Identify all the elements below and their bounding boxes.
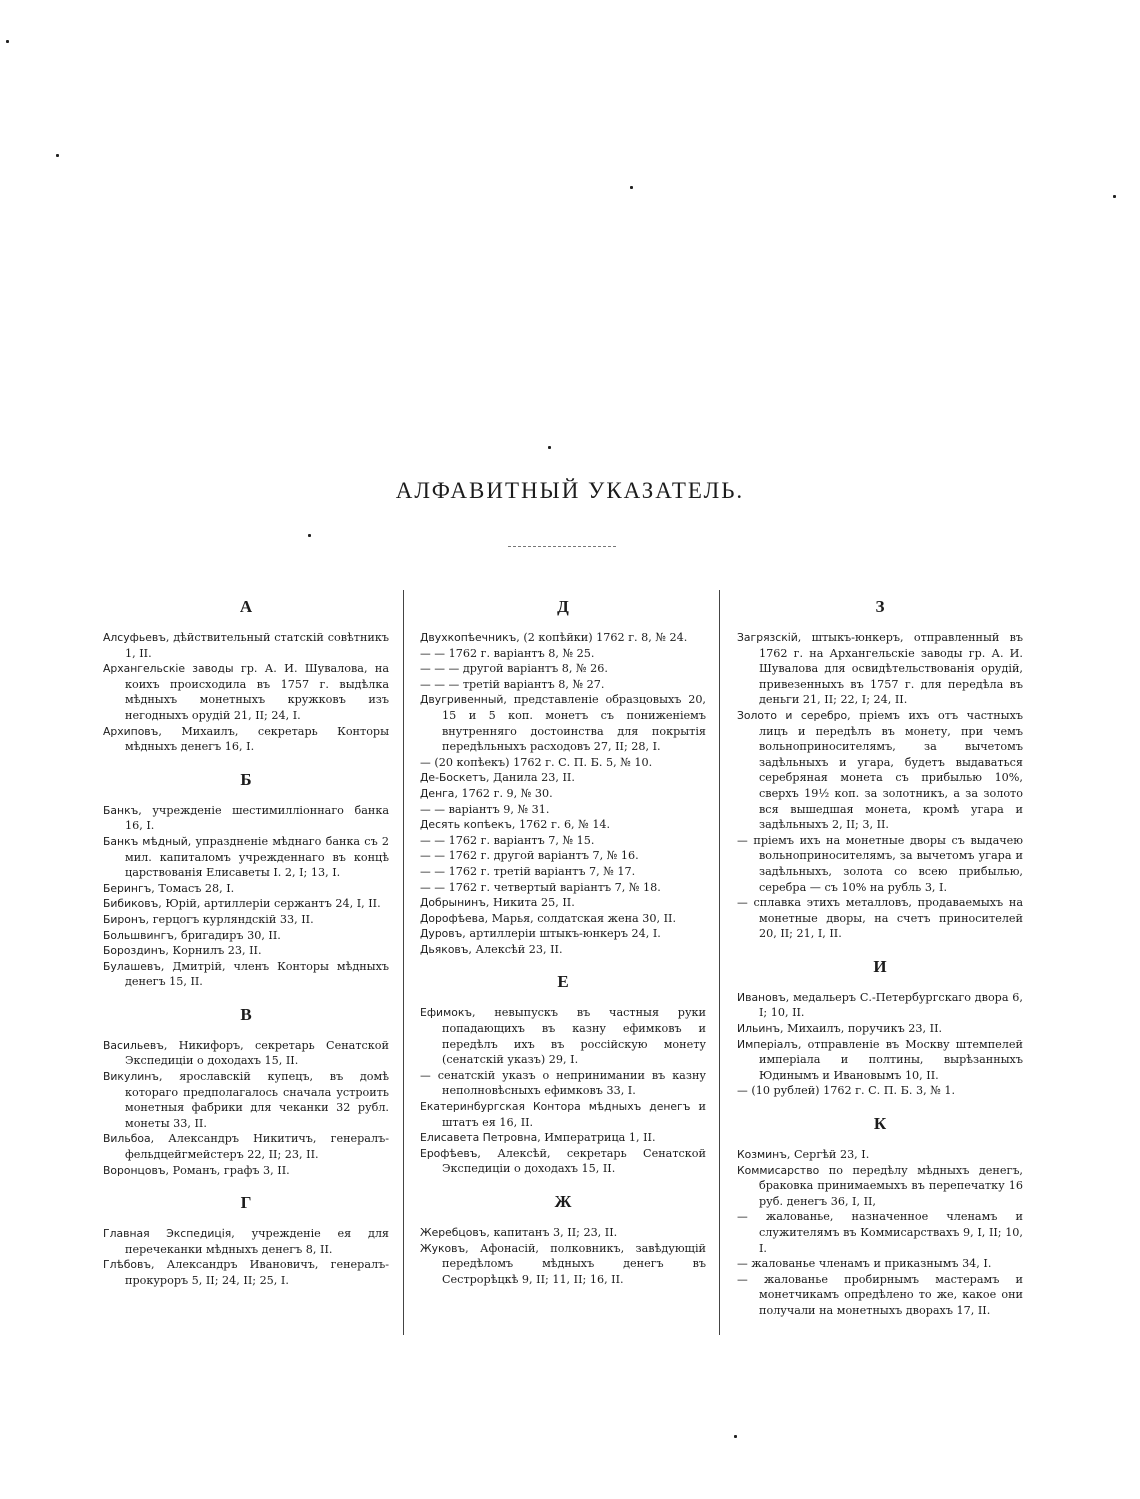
section-letter: Ж [554,1192,572,1211]
index-entry [420,895,706,911]
title-ornament-rule [508,546,616,547]
index-entry [103,1226,389,1257]
index-entry [737,708,1023,833]
entry-headword: — — [420,646,446,660]
entry-headword: Ефимокъ [420,1006,472,1020]
entry-headword: Алсуфьевъ [103,631,166,644]
entry-headword: Архиповъ [103,724,159,738]
section-spacer [103,990,389,1004]
index-entry [737,1021,1023,1037]
entry-text: пріемъ ихъ на монетные дворы съ выдачею вольноприносителямъ, за вычетомъ угара и задѣльныхъ, золота со всею прибылью, серебра — съ 10% на рубль 3, I. [747,833,1023,894]
index-entry [103,834,389,881]
entry-text: , 1762 г. 9, № 30. [454,786,553,800]
entry-text: 1762 г. другой варіантъ 7, № 16. [445,849,639,863]
entry-headword: Васильевъ [103,1038,164,1052]
section-spacer [103,1178,389,1192]
entry-headword: Воронцовъ [103,1163,166,1177]
index-entry [103,928,389,944]
entry-headword: Козминъ [737,1148,787,1162]
entry-text: , Александръ Никитичъ, генералъ-фельдцейгмейстеръ 22, II; 23, II. [125,1132,389,1162]
index-entry [103,724,389,755]
index-entry [103,1257,389,1288]
entry-headword: — [420,755,431,769]
entry-text: , Афонасій, полковникъ, завѣдующій передѣломъ мѣдныхъ денегъ въ Сестрорѣцкѣ 9, II; 11, II; 16, II. [442,1241,706,1286]
index-entry [420,864,706,880]
column-divider [403,590,404,1335]
index-entry [737,1256,1023,1272]
entry-headword: Банкъ [103,803,139,817]
entry-text: , ярославскій купецъ, въ домѣ котораго предполагалось сначала устроить монетныя фабрики для чеканки 32 рубл. монеты 33, II. [125,1070,389,1130]
entry-text: , Романъ, графъ 3, II. [165,1163,290,1177]
index-entry [420,911,706,927]
entry-headword: Коммисарство [737,1163,820,1177]
entry-headword: Жуковъ [420,1241,466,1255]
scan-speck [630,186,633,189]
entry-text: , Сергѣй 23, I. [786,1148,870,1162]
index-entry [420,1241,706,1288]
index-entry [420,833,706,849]
entry-headword: — [737,833,748,847]
index-entry [103,959,389,990]
index-entry [737,630,1023,708]
index-entry [420,880,706,896]
index-entry [420,1068,706,1099]
entry-text: , Александръ Ивановичъ, генералъ-прокуроръ 5, II; 24, II; 25, I. [125,1258,389,1287]
index-entry [103,1163,389,1179]
entry-headword: Де-Боскетъ [420,771,487,785]
index-entry [103,912,389,928]
entry-text: (20 копѣекъ) 1762 г. С. П. Б. 5, № 10. [430,755,653,769]
entry-text: , бригадиръ 30, II. [173,928,281,942]
index-entry [420,802,706,818]
entry-text: , Никифоръ, секретарь Сенатской Экспедиціи о доходахъ 15, II. [125,1038,389,1068]
entry-headword: — — [420,880,446,894]
scan-speck [6,40,9,43]
index-entry [420,1099,706,1130]
index-entry [420,646,706,662]
entry-headword: Архангельскіе заводы [103,662,234,676]
entry-headword: — [737,1210,748,1224]
entry-text: 1762 г. четвертый варіантъ 7, № 18. [445,880,661,894]
index-entry [103,661,389,723]
index-entry [420,692,706,754]
column-divider [719,590,720,1335]
entry-text: , Никита 25, II. [485,896,575,910]
scan-speck [548,446,551,449]
section-spacer [737,1099,1023,1113]
entry-headword: Золото и серебро [737,708,848,722]
entry-headword: Двухкопѣечникъ [420,631,517,644]
section-spacer [103,755,389,769]
index-entry [420,755,706,771]
entry-headword: Викулинъ [103,1070,159,1084]
section-letter: К [873,1114,887,1134]
entry-headword: Бибиковъ [103,897,159,911]
entry-text: жалованье пробирнымъ мастерамъ и монетчикамъ опредѣлено то же, какое они получали на монетныхъ дворахъ 17, II. [747,1272,1023,1317]
entry-headword: Загрязскій [737,631,798,644]
entry-headword: — [737,1257,748,1271]
entry-text: варіантъ 9, № 31. [445,802,550,816]
scan-speck [734,1435,737,1438]
index-entry [737,1272,1023,1319]
entry-headword: Берингъ [103,881,152,895]
entry-text: сенатскій указъ о непринимании въ казну неполновѣсныхъ ефимковъ 33, I. [430,1068,706,1098]
entry-headword: — — [420,802,446,816]
section-letter: Б [240,769,252,789]
index-entry [420,848,706,864]
entry-text: , представленіе образцовыхъ 20, 15 и 5 коп. монетъ съ пониженіемъ внутренняго достоинства для покрытія передѣльныхъ расходовъ 27, II; 28, I. [442,693,706,754]
index-entry [103,881,389,897]
section-letter: И [873,956,887,976]
index-entry [420,942,706,958]
entry-text: , Марья, солдатская жена 30, II. [484,911,677,925]
entry-headword: Биронъ [103,912,146,926]
index-entry [103,803,389,834]
entry-headword: — — [420,864,446,878]
entry-headword: Ильинъ [737,1022,781,1036]
entry-headword: — — [420,849,446,863]
index-entry [420,677,706,693]
entry-headword: — [737,1272,748,1286]
entry-text: третій варіантъ 8, № 27. [459,677,605,691]
entry-text: , пріемъ ихъ отъ частныхъ лицъ и передѣлъ въ монету, при чемъ вольноприносителямъ, за вычетомъ задѣльныхъ и угара, будетъ выдаваться серебряная монета съ прибылью 10%, сверхъ 19½ коп. за золотникъ, а за золото вся вышедшая монета, кромѣ угара и задѣльныхъ 2, II; 3, II. [759,708,1023,832]
index-entry [103,1038,389,1069]
index-entry [103,896,389,912]
section-spacer [737,942,1023,956]
entry-text: , Томасъ 28, I. [151,881,235,895]
index-entry [420,817,706,833]
index-entry [737,1037,1023,1084]
entry-headword: Дьяковъ [420,942,469,956]
entry-text: , артиллеріи штыкъ-юнкеръ 24, I. [462,927,661,941]
entry-text: 1762 г. варіантъ 8, № 25. [445,646,595,660]
entry-headword: Денга [420,786,455,800]
entry-headword: Жеребцовъ [420,1226,487,1239]
entry-text: , Алексѣй 23, II. [468,942,563,956]
entry-text: (10 рублей) 1762 г. С. П. Б. 3, № 1. [747,1084,956,1098]
entry-text: , медальеръ С.-Петербургскаго двора 6, I; 10, II. [759,990,1023,1020]
entry-headword: Главная Экспедиція [103,1227,232,1241]
index-entry [103,1131,389,1162]
entry-headword: Имперіалъ [737,1037,798,1051]
entry-text: , штыкъ-юнкеръ, отправленный въ 1762 г. на Архангельскіе заводы гр. А. И. Шувалова для освидѣтельствованія орудій, привезенныхъ въ 1757 г. для передѣла въ деньги 21, II; 22, I; 24, II. [759,631,1023,707]
entry-text: , отправленіе въ Москву штемпелей имперіала и полтины, вырѣзанныхъ Юдинымъ и Ивановымъ 10, II. [759,1037,1023,1082]
section-letter: А [239,597,253,616]
index-entry [420,1146,706,1177]
entry-headword: Ивановъ [737,990,786,1004]
index-entry [737,1209,1023,1256]
entry-text: , герцогъ курляндскій 33, II. [145,912,314,926]
entry-text: , (2 копѣйки) 1762 г. 8, № 24. [516,631,688,644]
index-entry [737,895,1023,942]
entry-text: другой варіантъ 8, № 26. [459,662,608,676]
page-title: АЛФАВИТНЫЙ УКАЗАТЕЛЬ. [395,478,745,503]
entry-headword: Большвингъ [103,928,174,942]
index-entry [420,1005,706,1067]
entry-headword: — — [420,833,446,847]
index-column-2 [420,596,706,1287]
index-entry [737,1147,1023,1163]
index-entry [103,630,389,661]
entry-headword: Дуровъ [420,927,463,941]
entry-headword: Бороздинъ [103,944,166,958]
entry-headword: — — — [420,677,460,691]
entry-text: , Данила 23, II. [486,771,575,785]
index-entry [420,661,706,677]
entry-text: , учрежденіе ея для перечеканки мѣдныхъ денегъ 8, II. [125,1227,389,1256]
entry-text: по передѣлу мѣдныхъ денегъ, браковка принимаемыхъ въ перепечатку 16 руб. денегъ 36, I, II, [759,1163,1023,1208]
entry-headword: Ерофѣевъ [420,1146,478,1160]
entry-headword: Двугривенный [420,693,504,707]
entry-text: 1762 г. варіантъ 7, № 15. [445,833,595,847]
index-entry [420,630,706,646]
section-spacer [420,1177,706,1191]
entry-text: , Корнилъ 23, II. [165,944,262,958]
entry-text: , капитанъ 3, II; 23, II. [486,1226,618,1239]
entry-headword: Булашевъ [103,959,161,973]
entry-headword: Десять копѣекъ [420,818,512,832]
entry-text: жалованье, назначенное членамъ и служителямъ въ Коммисарствахъ 9, I, II; 10, I. [747,1210,1023,1255]
entry-headword: Дорофѣева [420,911,485,925]
entry-text: гр. А. И. Шувалова, на коихъ происходила въ 1757 г. выдѣлка мѣдныхъ монетныхъ кружковъ изъ негодныхъ орудій 21, II; 24, I. [125,662,390,722]
entry-text: , невыпускъ въ частныя руки попадающихъ въ казну ефимковъ и передѣлъ ихъ въ россійскую монету (сенатскій указъ) 29, I. [442,1006,706,1067]
index-entry [737,1083,1023,1099]
section-letter: Д [557,597,569,616]
entry-headword: Вильбоа [103,1132,151,1146]
index-entry [103,1069,389,1131]
scan-speck [1113,195,1116,198]
entry-headword: Екатеринбургская Контора мѣдныхъ денегъ [420,1100,691,1114]
entry-text: , Дмитрій, членъ Конторы мѣдныхъ денегъ 15, II. [125,959,389,989]
entry-text: сплавка этихъ металловъ, продаваемыхъ на монетные дворы, на счетъ приносителей 20, II; 21, I, II. [747,896,1023,941]
entry-headword: Глѣбовъ [103,1258,151,1272]
entry-text: жалованье членамъ и приказнымъ 34, I. [747,1257,992,1271]
entry-text: и штатъ ея 16, II. [442,1100,706,1129]
index-entry [737,833,1023,895]
entry-text: , Алексѣй, секретарь Сенатской Экспедиціи о доходахъ 15, II. [442,1146,706,1176]
section-letter: З [875,597,885,616]
entry-text: 1762 г. третій варіантъ 7, № 17. [445,864,636,878]
index-entry [737,1163,1023,1210]
index-entry [420,786,706,802]
entry-headword: — [737,896,748,910]
entry-headword: Елисавета Петровна [420,1131,538,1145]
entry-text: , 1762 г. 6, № 14. [511,818,611,832]
entry-text: , Юрій, артиллеріи сержантъ 24, I, II. [158,897,381,911]
entry-text: , Михаилъ, поручикъ 23, II. [780,1022,943,1036]
entry-headword: — — — [420,662,460,676]
entry-headword: — [737,1084,748,1098]
section-letter: Г [240,1193,252,1213]
index-column-3 [737,596,1023,1319]
scan-speck [308,534,311,537]
scan-speck [56,154,59,157]
entry-text: , упраздненіе мѣднаго банка съ 2 мил. капиталомъ учрежденнаго въ концѣ царствованія Елисаветы I. 2, I; 13, I. [125,834,389,880]
index-column-1 [103,596,389,1289]
index-entry [420,1225,706,1241]
entry-headword: — [420,1068,431,1082]
entry-text: , Императрица 1, II. [537,1131,656,1145]
entry-text: , учрежденіе шестимилліоннаго банка 16, I. [125,803,389,833]
index-entry [420,926,706,942]
section-letter: В [240,1004,252,1024]
index-entry [737,990,1023,1021]
index-entry [103,943,389,959]
entry-text: , дѣйствительный статскій совѣтникъ 1, II. [125,631,389,660]
section-spacer [420,957,706,971]
entry-headword: Добрынинъ [420,896,486,910]
entry-headword: Банкъ мѣдный [103,834,188,848]
index-entry [420,1130,706,1146]
index-entry [420,770,706,786]
entry-text: , Михаилъ, секретарь Конторы мѣдныхъ денегъ 16, I. [125,724,389,754]
section-letter: Е [557,972,569,992]
